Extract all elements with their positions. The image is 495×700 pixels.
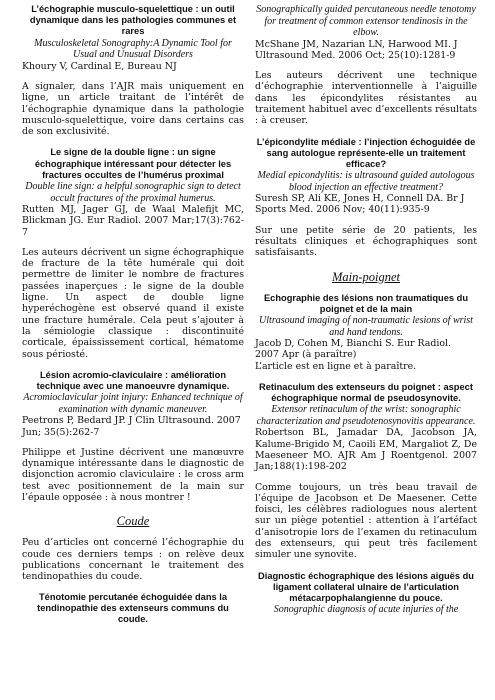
article-summary: Les auteurs décrivent un signe échographique de fracture de la tête humérale qui doit permettre de limiter le nombre de fractures passées inaperçues : le signe de la double ligne. Un aspect de double ligne hyperéchogène est observé quand il existe une fracture humérale. Cela peut s’ajouter à la sémiologie classique : discontinuité corticale, épaississement cortical, hématome sous périosté. (22, 246, 244, 360)
article-ligament-collateral-ulnaire (255, 571, 477, 616)
article-reference: Suresh SP, Ali KE, Jones H, Connell DA. Br J Sports Med. 2006 Nov; 40(11):935-9 (255, 193, 465, 216)
article-tenotomie-continued (255, 4, 477, 127)
article-title: Ténotomie percutanée échoguidée dans la tendinopathie des extenseurs communs du coude. (37, 591, 229, 624)
article-english-title: Double line sign: a helpful sonographic sign to detect occult fractures of the proximal humerus. (25, 181, 241, 204)
article-english-title: Extensor retinaculum of the wrist: sonographic characterization and pseudotenosynovitis appearance. (256, 404, 476, 427)
article-english-title: Acromioclavicular joint injury: Enhanced technique of examination with dynamic maneuver. (23, 392, 243, 415)
article-summary: L’article est en ligne et à paraître. (255, 360, 417, 372)
article-summary: Philippe et Justine décrivent une manœuvre dynamique intéressante dans le diagnostic de disjonction acromio claviculaire : le cross arm test avec positionnement de la main sur l’épaule opposée : à nous montrer ! (22, 446, 244, 504)
article-echographie-dynamique (22, 4, 244, 137)
article-reference: Peetrons P, Bedard JP. J Clin Ultrasound. 2007 Jun; 35(5):262-7 (22, 415, 241, 438)
article-english-title: Sonographically guided percutaneous needle tenotomy for treatment of common extensor tendinosis in the elbow. (256, 4, 476, 38)
article-epicondylite-mediale (255, 137, 477, 259)
article-english-title: Medial epicondylitis: is ultrasound guided autologous blood injection an effective treatment? (257, 170, 475, 193)
section-heading-coude: Coude (116, 514, 150, 529)
article-title: L’épicondylite médiale : l’injection échoguidée de sang autologue représente-elle un traitement efficace? (256, 136, 476, 169)
article-reference: Khoury V, Cardinal E, Bureau NJ (22, 60, 177, 72)
section-heading-main-poignet: Main-poignet (331, 269, 401, 284)
left-column (22, 4, 244, 625)
article-summary: Les auteurs décrivent une technique d’échographie interventionnelle à l’aiguille dans les épicondylites résistantes au traitement habituel avec d’excellents résultats : à creuser. (255, 70, 477, 127)
article-lesions-poignet-main (255, 293, 477, 372)
article-summary: Sur une petite série de 20 patients, les résultats cliniques et échographiques sont satisfaisants. (255, 224, 477, 259)
article-english-title: Sonographic diagnosis of acute injuries of the (273, 604, 459, 616)
article-title: Le signe de la double ligne : un signe échographique intéressant pour détecter les fractures occultes de l’humérus proximal (34, 147, 232, 180)
article-double-ligne (22, 147, 244, 359)
article-reference: Rutten MJ, Jager GJ, de Waal Malefijt MC, Blickman JG. Eur Radiol. 2007 Mar;17(3):762-7 (22, 204, 244, 238)
article-title: Diagnostic échographique des lésions aiguës du ligament collateral ulnaire de l’articulation métacarpophalangienne du pouce. (258, 570, 474, 604)
article-summary: Comme toujours, un très beau travail de l’équipe de Jacobson et De Maesener. Cette foisci, les célèbres radiologues nous alertent sur un piège potentiel : attention à l’artéfact d’anisotropie lors de l’examen du retinaculum des extenseurs, qui peut très facilement simuler une synovite. (255, 481, 477, 561)
right-column (255, 4, 477, 626)
article-title: L’échographie musculo-squelettique : un outil dynamique dans les pathologies communes et rares (29, 4, 237, 37)
article-reference: Robertson BL, Jamadar DA, Jacobson JA, Kalume-Brigido M, Caoili EM, Margaliot Z, De Maeseneer MO. AJR Am J Roentgenol. 2007 Jan;188(1):198-202 (255, 427, 477, 473)
article-summary: A signaler, dans l’AJR mais uniquement en ligne, un article traitant de l’intérêt de l’échographie dynamique dans la pathologie musculo-squelettique, voire dans certains cas de son exclusivité. (22, 80, 244, 138)
article-retinaculum-extenseurs (255, 382, 477, 561)
article-english-title: Musculoskeletal Sonography:A Dynamic Tool for Usual and Unusual Disorders (34, 37, 232, 61)
section-intro: Peu d’articles ont concerné l’échographie du coude ces derniers temps : on relève deux publications concernant le traitement des tendinopathies du coude. (22, 537, 244, 583)
article-title: Retinaculum des extenseurs du poignet : aspect échographique normal de pseudosynovite. (259, 381, 473, 404)
article-english-title: Ultrasound imaging of non-traumatic lesions of wrist and hand tendons. (259, 315, 473, 338)
article-title: Echographie des lésions non traumatiques du poignet et de la main (263, 292, 469, 314)
article-reference: Jacob D, Cohen M, Bianchi S. Eur Radiol. 2007 Apr (à paraître) (255, 338, 452, 361)
article-acromio-claviculaire (22, 370, 244, 503)
article-title: Lésion acromio-claviculaire : amélioration technique avec une manoeuvre dynamique. (36, 369, 230, 392)
article-reference: McShane JM, Nazarian LN, Harwood MI. J Ultrasound Med. 2006 Oct; 25(10):1281-9 (255, 38, 458, 61)
